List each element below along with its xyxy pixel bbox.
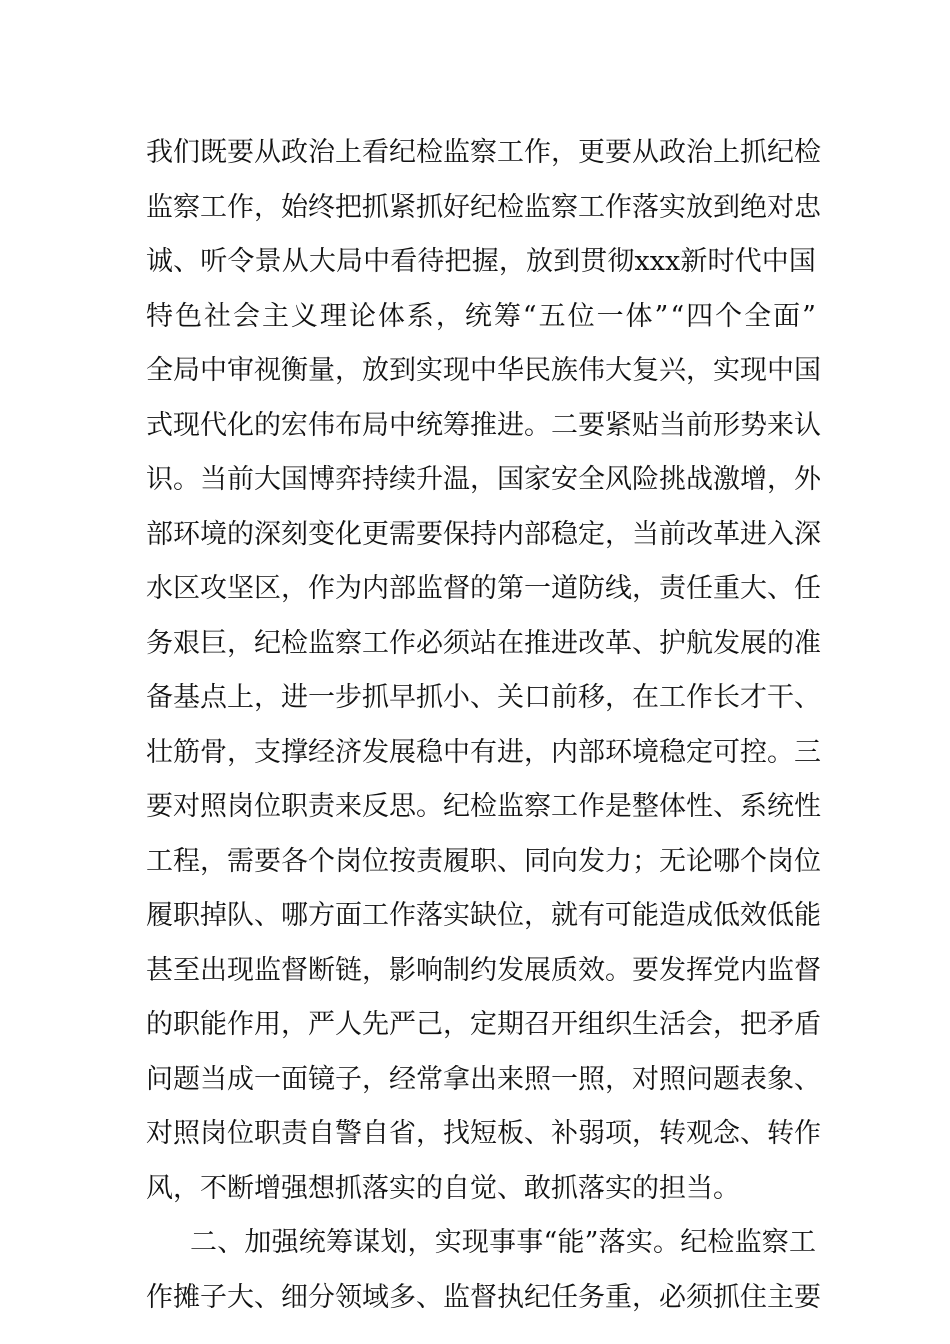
text-line: 特 色 社 会 主 义 理 论 体 系 ， 统 筹 “ 五 位 一 体 ” “ 四 个 全 面 ” xyxy=(146,300,816,332)
text-line: 式 现 代 化 的 宏 伟 布 局 中 统 筹 推 进 。 二 要 紧 贴 当 前 形 势 来 认 xyxy=(146,409,821,441)
text-line: 作 摊 子 大 、 细 分 领 域 多 、 监 督 执 纪 任 务 重 ， 必 须 抓 住 主 要 xyxy=(146,1281,821,1313)
text-line: 备 基 点 上 ， 进 一 步 抓 早 抓 小 、 关 口 前 移 ， 在 工 作 长 才 干 、 xyxy=(146,682,821,713)
text-line: 工 程 ， 需 要 各 个 岗 位 按 责 履 职 、 同 向 发 力 ； 无 论 哪 个 岗 位 xyxy=(146,845,821,877)
text-line: 水 区 攻 坚 区 ， 作 为 内 部 监 督 的 第 一 道 防 线 ， 责 任 重 大 、 任 xyxy=(146,573,821,604)
text-line: 问 题 当 成 一 面 镜 子 ， 经 常 拿 出 来 照 一 照 ， 对 照 问 题 表 象 、 xyxy=(146,1063,821,1095)
text-line: 我 们 既 要 从 政 治 上 看 纪 检 监 察 工 作 ， 更 要 从 政 治 上 抓 纪 检 xyxy=(146,137,821,168)
text-line: 监 察 工 作 ， 始 终 把 抓 紧 抓 好 纪 检 监 察 工 作 落 实 放 到 绝 对 忠 xyxy=(146,191,821,223)
text-line: 识 。 当 前 大 国 博 弈 持 续 升 温 ， 国 家 安 全 风 险 挑 战 激 增 ， 外 xyxy=(146,464,821,495)
text-line: 部 环 境 的 深 刻 变 化 更 需 要 保 持 内 部 稳 定 ， 当 前 改 革 进 入 深 xyxy=(146,518,821,550)
text-line: 甚 至 出 现 监 督 断 链 ， 影 响 制 约 发 展 质 效 。 要 发 挥 党 内 监 督 xyxy=(146,954,821,986)
text-line: 务 艰 巨 ， 纪 检 监 察 工 作 必 须 站 在 推 进 改 革 、 护 航 发 展 的 准 xyxy=(146,627,821,659)
text-line: 的 职 能 作 用 ， 严 人 先 严 己 ， 定 期 召 开 组 织 生 活 会 ， 把 矛 盾 xyxy=(146,1009,821,1040)
body-text xyxy=(146,126,821,1325)
text-line: 诚 、 听 令 景 从 大 局 中 看 待 把 握 ， 放 到 贯 彻 xxx 新 时 代 中 国 xyxy=(146,246,816,277)
text-line: 壮 筋 骨 ， 支 撑 经 济 发 展 稳 中 有 进 ， 内 部 环 境 稳 定 可 控 。 三 xyxy=(146,736,821,768)
text-line: 风，不断增强想抓落实的自觉、敢抓落实的担当。 xyxy=(146,1172,740,1204)
text-line: 要 对 照 岗 位 职 责 来 反 思 。 纪 检 监 察 工 作 是 整 体 性 、 系 统 性 xyxy=(146,791,821,822)
text-line: 对 照 岗 位 职 责 自 警 自 省 ， 找 短 板 、 补 弱 项 ， 转 观 念 、 转 作 xyxy=(146,1118,821,1149)
text-line: 履 职 掉 队 、 哪 方 面 工 作 落 实 缺 位 ， 就 有 可 能 造 成 低 效 低 能 xyxy=(146,900,821,931)
text-line: 全 局 中 审 视 衡 量 ， 放 到 实 现 中 华 民 族 伟 大 复 兴 ， 实 现 中 国 xyxy=(146,355,821,386)
text-line: 二 、 加 强 统 筹 谋 划 ， 实 现 事 事 “ 能 ” 落 实 。 纪 检 监 察 工 xyxy=(190,1227,816,1258)
